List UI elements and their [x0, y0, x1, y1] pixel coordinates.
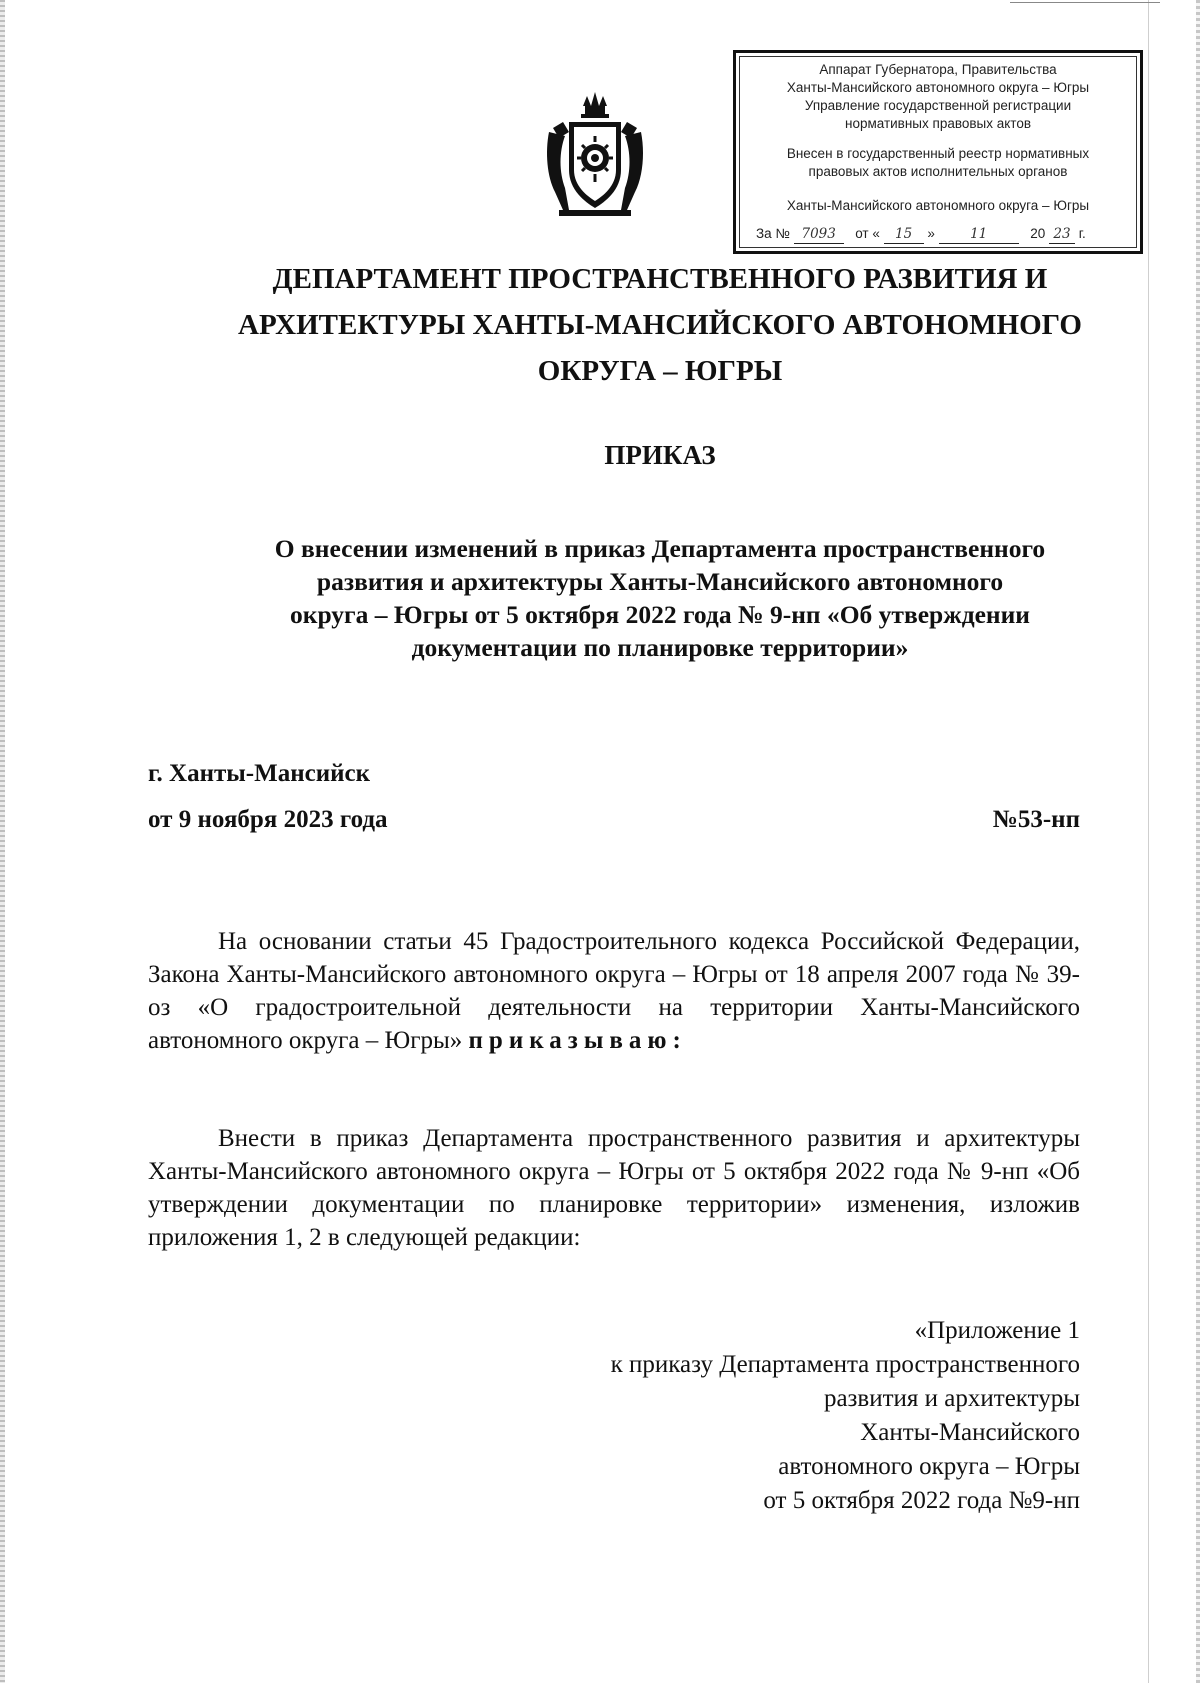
appendix-line: от 5 октября 2022 года №9-нп	[763, 1487, 1080, 1514]
order-paragraph	[148, 1122, 1080, 1254]
stamp-line: Ханты-Мансийского автономного округа – Югры	[786, 80, 1090, 95]
reg-year-prefix: 20	[1030, 226, 1046, 241]
scan-edge-right	[1196, 0, 1200, 1683]
stamp-line: Внесен в государственный реестр нормативных	[786, 146, 1090, 161]
coat-of-arms-emblem	[545, 92, 645, 222]
subject-line: документации по планировке территории»	[411, 633, 909, 662]
stamp-line: правовых актов исполнительных органов	[808, 164, 1068, 179]
appendix-line: Ханты-Мансийского	[860, 1419, 1080, 1446]
reg-month: 11	[939, 225, 1019, 244]
reg-year: 23	[1049, 225, 1075, 244]
subject-line: округа – Югры от 5 октября 2022 года № 9-нп «Об утверждении	[290, 600, 1030, 629]
heading-line: ОКРУГА – ЮГРЫ	[537, 355, 783, 387]
stamp-line: Аппарат Губернатора, Правительства	[819, 62, 1057, 77]
heading-line: ДЕПАРТАМЕНТ ПРОСТРАНСТВЕННОГО РАЗВИТИЯ И	[272, 263, 1048, 295]
scan-top-line	[1010, 2, 1160, 3]
appendix-line: к приказу Департамента пространственного	[610, 1351, 1080, 1378]
appendix-header	[611, 1314, 1080, 1518]
reg-day: 15	[884, 225, 924, 244]
stamp-registry-note	[736, 145, 1140, 181]
order-word: приказываю:	[468, 1027, 687, 1054]
stamp-line: Ханты-Мансийского автономного округа – Югры	[786, 198, 1090, 213]
basis-paragraph	[148, 925, 1080, 1057]
stamp-registration-line	[756, 225, 1132, 244]
reg-from: от «	[855, 226, 880, 241]
registration-stamp	[733, 50, 1143, 254]
scan-edge-left	[0, 0, 5, 1683]
stamp-region	[736, 197, 1140, 215]
basis-text: На основании статьи 45 Градостроительного кодекса Российской Федерации, Закона Ханты-Мансийского автономного округа – Югры от 18 апреля 2007 года № 39-оз «О градостроительной деятельности на территории Ханты-Мансийского автономного округа – Югры»	[148, 928, 1080, 1054]
heading-line: АРХИТЕКТУРЫ ХАНТЫ-МАНСИЙСКОГО АВТОНОМНОГО	[238, 309, 1082, 341]
reg-day-close: »	[927, 226, 935, 241]
stamp-header	[736, 61, 1140, 133]
reg-number: 7093	[794, 225, 844, 244]
scan-margin-line	[1148, 0, 1149, 1683]
stamp-line: нормативных правовых актов	[844, 116, 1032, 131]
subject-line: О внесении изменений в приказ Департамента пространственного	[274, 534, 1046, 563]
reg-prefix: За №	[756, 226, 790, 241]
department-heading	[180, 256, 1140, 394]
appendix-line: «Приложение 1	[914, 1317, 1080, 1344]
appendix-line: развития и архитектуры	[823, 1385, 1080, 1412]
reg-suffix: г.	[1078, 226, 1086, 241]
document-date: от 9 ноября 2023 года	[148, 806, 388, 833]
order-text: Внести в приказ Департамента пространственного развития и архитектуры Ханты-Мансийского автономного округа – Югры от 5 октября 2022 года № 9-нп «Об утверждении документации по планировке территории» изменения, изложив приложения 1, 2 в следующей редакции:	[148, 1125, 1080, 1251]
appendix-line: автономного округа – Югры	[778, 1453, 1080, 1480]
stamp-line: Управление государственной регистрации	[804, 98, 1072, 113]
document-type: ПРИКАЗ	[604, 440, 716, 470]
document-place: г. Ханты-Мансийск	[148, 760, 371, 787]
subject-line: развития и архитектуры Ханты-Мансийского автономного	[316, 567, 1004, 596]
document-number: №53-нп	[992, 806, 1080, 833]
document-subject	[180, 532, 1140, 664]
